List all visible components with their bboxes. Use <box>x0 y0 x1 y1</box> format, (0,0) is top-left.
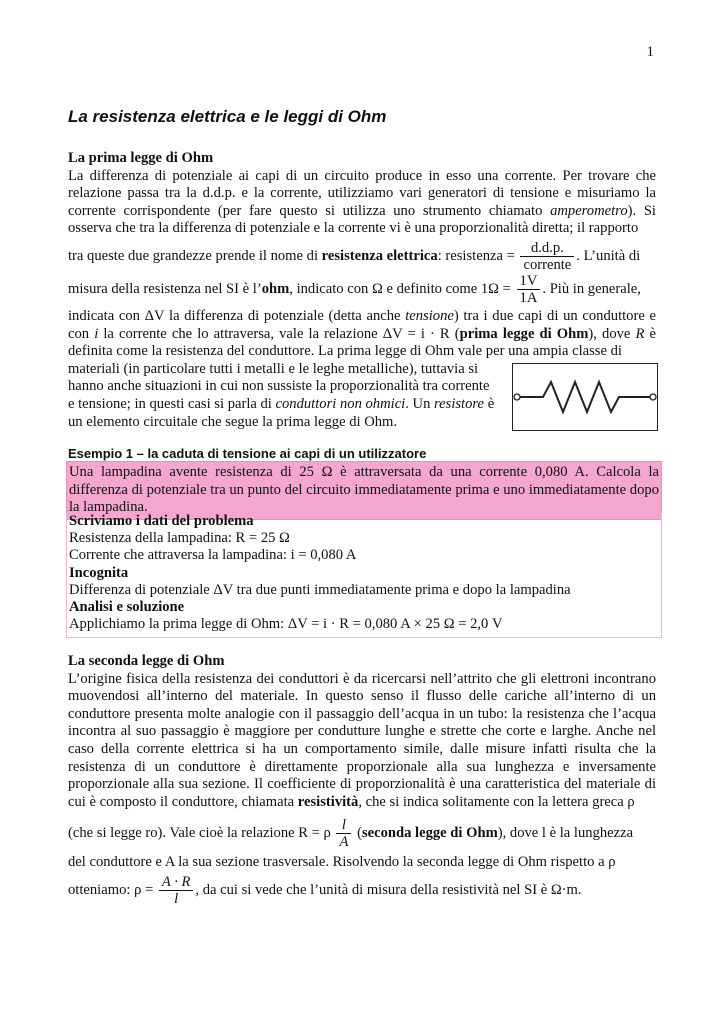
text-line: materiali (in particolare tutti i metalli e le leghe metalliche), tuttavia si <box>68 360 479 377</box>
example-solution-box <box>66 513 662 638</box>
example-subheading: Analisi e soluzione <box>69 599 185 616</box>
resistance-definition-line <box>68 240 656 273</box>
text: tra queste due grandezze prende il nome di <box>68 247 319 264</box>
text: , da cui si vede che l’unità di misura della resistività nel SI è Ω·m. <box>195 881 582 898</box>
page-title: La resistenza elettrica e le leggi di Ohm <box>68 107 387 126</box>
example-data-line: Resistenza della lampadina: R = 25 Ω <box>69 530 290 547</box>
text: : resistenza = <box>437 247 515 264</box>
text: (che si legge ro). Vale cioè la relazione R = ρ <box>68 825 331 842</box>
example-data-line: Differenza di potenziale ΔV tra due punti immediatamente prima e dopo la lampadina <box>69 581 571 598</box>
paragraph-resistivity <box>68 671 656 812</box>
text-line <box>68 396 498 414</box>
resistivity-formula-line <box>68 874 656 907</box>
text: ) tra i due capi di un conduttore e con <box>68 307 656 342</box>
symbol: i <box>94 325 99 342</box>
paragraph-text: La differenza di potenziale ai capi di un circuito produce in esso una corrente. Per trovare che relazione passa tra la d.d.p. e la corrente, utilizziamo vari generatori di tensione e misuriamo la corrente corrispondente (per fare questo si utilizza uno strumento chiamato <box>68 167 656 219</box>
bold-term: resistenza elettrica <box>321 247 438 264</box>
example-subheading: Incognita <box>69 564 129 581</box>
second-law-line <box>68 817 656 850</box>
italic-term: amperometro <box>550 202 628 219</box>
text: , indicato con Ω e definito come 1Ω = <box>289 280 511 297</box>
text: è <box>487 395 495 412</box>
text: misura della resistenza nel SI è l’ <box>68 280 262 297</box>
text: ), dove <box>588 325 631 342</box>
fraction-AR-over-l <box>159 874 194 907</box>
section-heading-second-law: La seconda legge di Ohm <box>68 653 225 669</box>
example-subheading: Scriviamo i dati del problema <box>69 513 254 529</box>
resistor-symbol-figure <box>512 363 658 431</box>
fraction-numerator: A · R <box>159 874 194 891</box>
fraction-denominator: l <box>174 890 179 907</box>
text: . Più in generale, <box>542 280 641 297</box>
fraction-numerator: d.d.p. <box>520 240 574 257</box>
fraction-volt-ampere <box>517 273 541 306</box>
text: la corrente che lo attraversa, vale la relazione ΔV = i · R ( <box>103 325 460 342</box>
fraction-l-over-A <box>336 817 351 850</box>
text: . L’unità di <box>576 247 641 264</box>
italic-term: conduttori non ohmici <box>275 395 406 412</box>
example-solution-line: Applichiamo la prima legge di Ohm: ΔV = i · R = 0,080 A × 25 Ω = 2,0 V <box>69 616 503 633</box>
example-problem-box: Una lampadina avente resistenza di 25 Ω è attraversata da una corrente 0,080 A. Calcola la differenza di potenziale tra un punto del circuito immediatamente prima e uno immediatamente dopo la lampadina. <box>66 461 662 520</box>
fraction-ddp-corrente <box>520 240 574 273</box>
example-data-line: Corrente che attraversa la lampadina: i = 0,080 A <box>69 547 357 564</box>
fraction-denominator: A <box>339 834 349 851</box>
page-number: 1 <box>646 44 654 60</box>
example-title: Esempio 1 – la caduta di tensione ai capi di un utilizzatore <box>68 446 427 461</box>
section-heading-first-law: La prima legge di Ohm <box>68 150 214 166</box>
text: . Un <box>405 395 431 412</box>
italic-term: resistore <box>434 395 485 412</box>
paragraph-non-ohmic <box>68 361 498 431</box>
fraction-denominator: corrente <box>523 256 572 273</box>
paragraph-first-law <box>68 308 656 361</box>
text-line: hanno anche situazioni in cui non sussiste la proporzionalità tra corrente <box>68 378 490 395</box>
bold-term: ohm <box>261 280 290 297</box>
text-line: un elemento circuitale che segue la prima legge di Ohm. <box>68 413 398 430</box>
text: è definita come la resistenza del conduttore. La prima legge di Ohm vale per una ampia classe di <box>68 325 657 360</box>
text: , che si indica solitamente con la lettera greca ρ <box>358 793 635 810</box>
text: ), dove l è la lunghezza <box>497 825 634 842</box>
resistor-icon <box>513 364 657 430</box>
fraction-numerator: l <box>336 817 351 834</box>
text-line: del conduttore e A la sua sezione trasversale. Risolvendo la seconda legge di Ohm rispetto a ρ <box>68 854 616 871</box>
text: otteniamo: ρ = <box>68 881 154 898</box>
text: e tensione; in questi casi si parla di <box>68 395 272 412</box>
bold-term: seconda legge di Ohm <box>361 825 498 842</box>
italic-term: tensione <box>405 307 454 324</box>
text: L’origine fisica della resistenza dei conduttori è da ricercarsi nell’attrito che gli elettroni incontrano muovendosi all’interno del materiale. In questo senso il flusso delle cariche all’interno di un conduttore presenta molte analogie con il passaggio dell’acqua in un tubo: la resistenza che l’acqua incontra al suo passaggio è maggiore per condutture lunghe e strette che corte e larghe. Anche nel caso della corrente elettrica si ha un comportamento simile, dalle misure infatti risulta che la resistenza di un conduttore è direttamente proporzionale alla sua lunghezza e inversamente proporzionale alla sua sezione. Il coefficiente di proporzionalità è una caratteristica del materiale di cui è composto il conduttore, chiamata <box>68 670 656 810</box>
paragraph-intro <box>68 168 656 238</box>
text: indicata con ΔV la differenza di potenziale (detta anche <box>68 307 401 324</box>
ohm-definition-line <box>68 273 656 306</box>
paragraph-text: ). Si osserva che tra la differenza di potenziale e la corrente vi è una proporzionalità diretta; il rapporto <box>68 202 656 237</box>
fraction-numerator: 1V <box>517 273 541 290</box>
symbol: R <box>635 325 645 342</box>
bold-term: resistività <box>297 793 359 810</box>
text: ( <box>357 825 362 842</box>
bold-term: prima legge di Ohm <box>459 325 589 342</box>
section-second-law <box>68 653 656 907</box>
fraction-denominator: 1A <box>519 289 538 306</box>
